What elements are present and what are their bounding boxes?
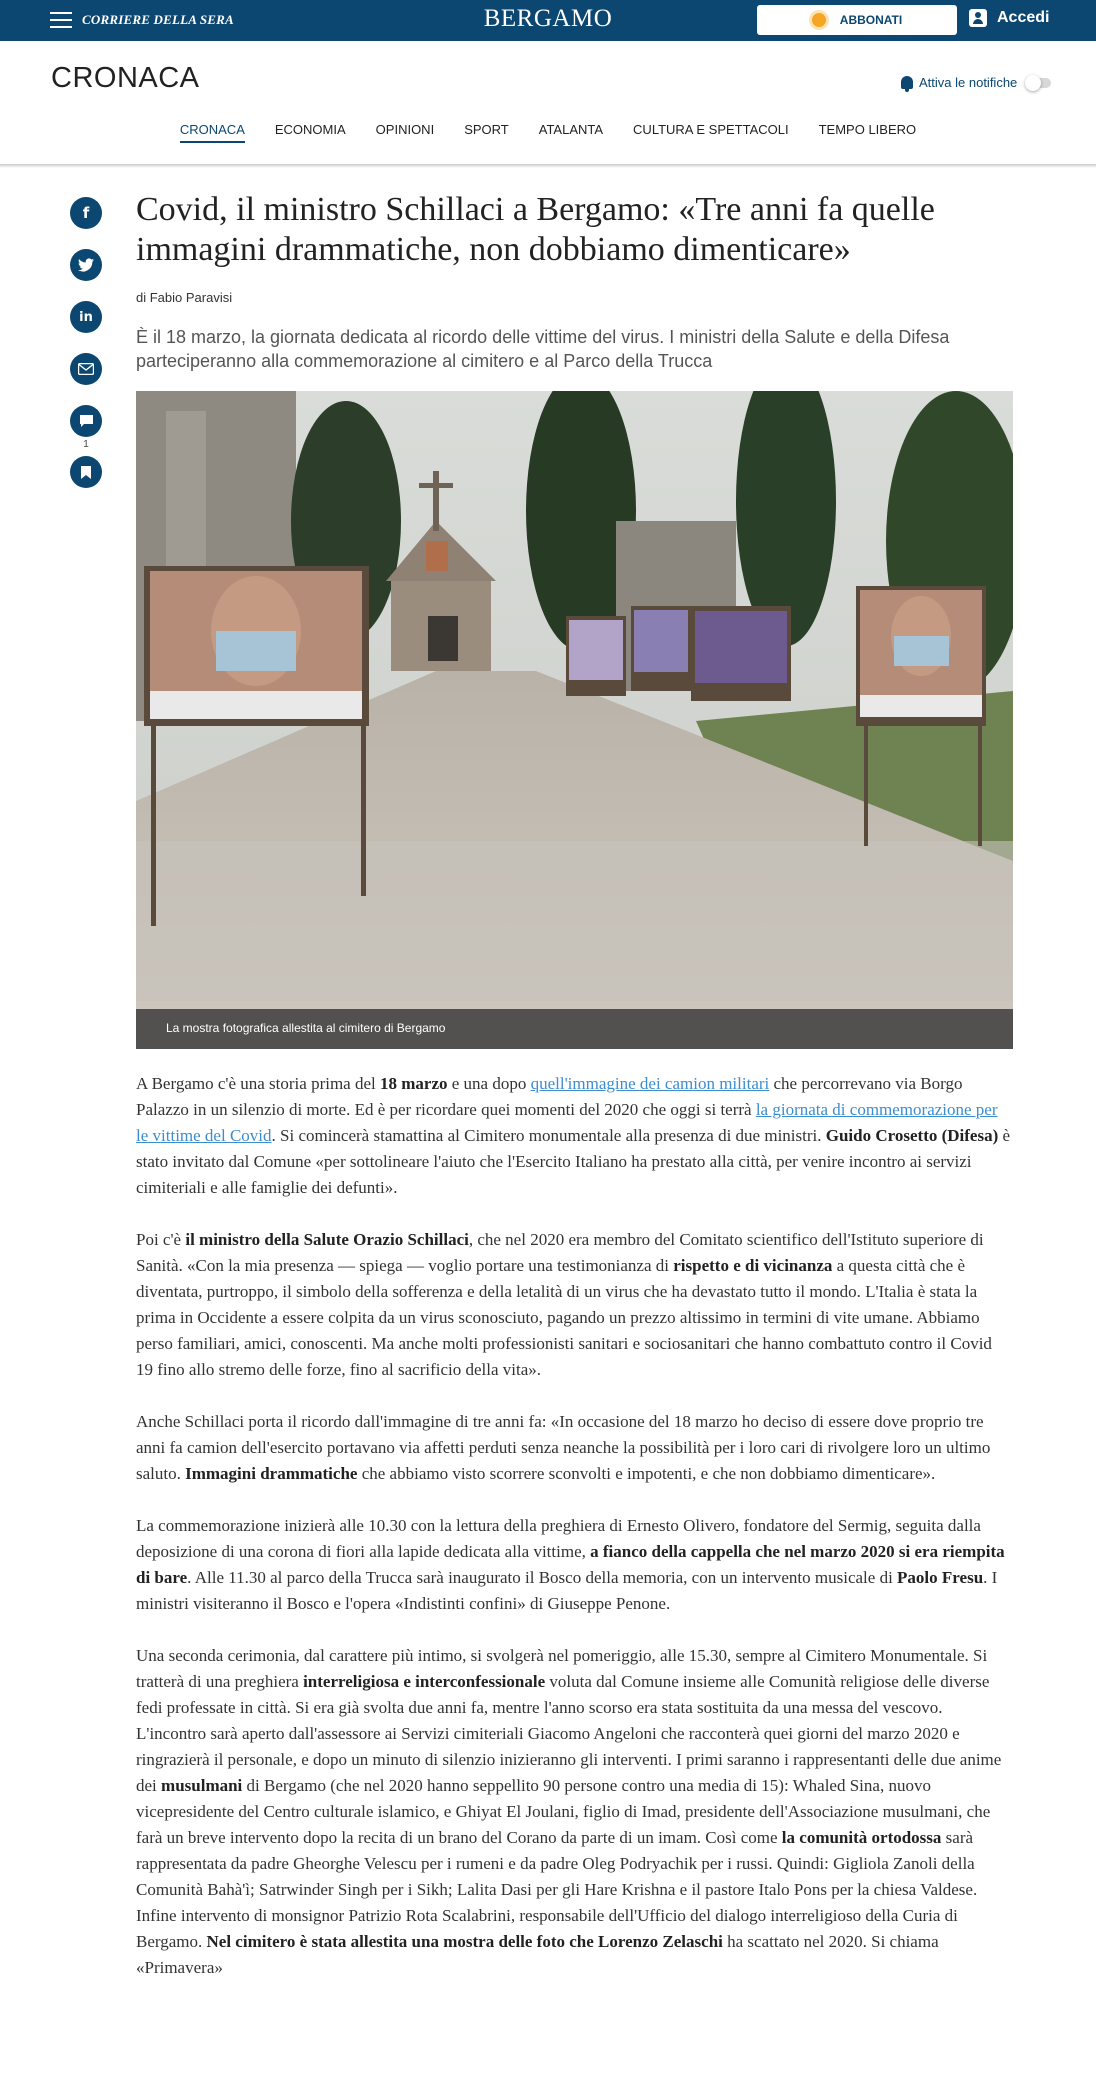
- nav-item-cultura-e-spettacoli[interactable]: CULTURA E SPETTACOLI: [633, 122, 789, 137]
- article-paragraph: La commemorazione inizierà alle 10.30 con la lettura della preghiera di Ernesto Olivero, fondatore del Sermig, seguita dalla deposizione di una corona di fiori alla lapide dedicata alla vittime, a fianco della cappella che nel marzo 2020 si era riempita di bare. Alle 11.30 al parco della Trucca sarà inaugurato il Bosco della memoria, con un intervento musicale di Paolo Fresu. I ministri visiteranno il Bosco e l'opera «Indistinti confini» di Giuseppe Penone.: [136, 1516, 1005, 1613]
- camion-militari-link[interactable]: quell'immagine dei camion militari: [530, 1074, 770, 1093]
- facebook-icon[interactable]: f: [70, 197, 102, 229]
- sun-icon: [812, 13, 826, 27]
- article-headline: Covid, il ministro Schillaci a Bergamo: «Tre anni fa quelle immagini drammatiche, non dobbiamo dimenticare»: [136, 191, 935, 268]
- edition-title: BERGAMO: [483, 5, 613, 32]
- article: [136, 190, 1013, 2007]
- nav-item-sport[interactable]: SPORT: [464, 122, 509, 137]
- article-paragraph: Poi c'è il ministro della Salute Orazio Schillaci, che nel 2020 era membro del Comitato scientifico dell'Istituto superiore di Sanità. «Con la mia presenza — spiega — voglio portare una testimonianza di rispetto e di vicinanza a questa città che è diventata, purtroppo, il simbolo della sofferenza e della letalità di un virus che ha devastato tutto il mondo. L'Italia è stata la prima in Occidente a essere colpita da un virus sconosciuto, pagando un prezzo altissimo in termini di vite umane. Abbiamo perso familiari, amici, conoscenti. Ma anche molti professionisti sanitari e sociosanitari che hanno combattuto contro il Covid 19 fino allo stremo delle forze, fino al sacrificio della vita».: [136, 1230, 992, 1379]
- twitter-icon[interactable]: [70, 249, 102, 281]
- cemetery-photo: [136, 391, 1013, 1049]
- nav-item-atalanta[interactable]: ATALANTA: [538, 122, 604, 137]
- comment-icon[interactable]: [70, 405, 102, 437]
- top-bar: [0, 0, 1096, 41]
- user-icon: [969, 9, 987, 27]
- toggle-switch[interactable]: [1025, 78, 1051, 88]
- nav-item-tempo-libero[interactable]: TEMPO LIBERO: [818, 122, 917, 137]
- article-paragraph: A Bergamo c'è una storia prima del 18 marzo e una dopo quell'immagine dei camion militari che percorrevano via Borgo Palazzo in un silenzio di morte. Ed è per ricordare quei momenti del 2020 che oggi si terrà la giornata di commemorazione per le vittime del Covid. Si comincerà stamattina al Cimitero monumentale alla presenza di due ministri. Guido Crosetto (Difesa) è stato invitato dal Comune «per sottolineare l'aiuto che l'Esercito Italiano ha prestato alla città, per venire incontro ai servizi cimiteriali e alle famiglie dei defunti».: [136, 1074, 1011, 1197]
- section-title[interactable]: CRONACA: [51, 62, 200, 94]
- brand-logo[interactable]: CORRIERE DELLA SERA: [82, 12, 234, 27]
- notifications-toggle[interactable]: [901, 75, 1051, 90]
- article-paragraph: Una seconda cerimonia, dal carattere più intimo, si svolgerà nel pomeriggio, alle 15.30, sempre al Cimitero Monumentale. Si tratterà di una preghiera interreligiosa e interconfessionale voluta dal Comune insieme alle Comunità religiose delle diverse fedi professate in città. Si era già svolta due anni fa, mentre l'anno scorso era stata sostituita da una messa del vescovo. L'incontro sarà aperto dall'assessore ai Servizi cimiteriali Giacomo Angeloni che racconterà quei giorni del marzo 2020 e ringrazierà il personale, e dopo un minuto di silenzio inizieranno gli interventi. I primi saranno i rappresentanti delle due anime dei musulmani di Bergamo (che nel 2020 hanno seppellito 90 persone contro una media di 15): Whaled Sina, nuovo vicepresidente del Centro culturale islamico, e Ghiyat El Joulani, figlio di Imad, presidente dell'Associazione musulmani, che farà un breve intervento dopo la recita di un brano del Corano da parte di un imam. Così come la comunità ortodossa sarà rappresentata da padre Gheorghe Velescu per i rumeni e da padre Oleg Podryachik per i russi. Quindi: Gigliola Zanoli della Comunità Bahà'ì; Satrwinder Singh per i Sikh; Lalita Dasi per gli Hare Krishna e il pastore Italo Pons per la chiesa Valdese. Infine intervento di monsignor Patrizio Rota Scalabrini, responsabile dell'Ufficio del dialogo interreligioso della Curia di Bergamo. Nel cimitero è stata allestita una mostra delle foto che Lorenzo Zelaschi ha scattato nel 2020. Si chiama «Primavera»: [136, 1646, 1002, 1977]
- nav-item-opinioni[interactable]: OPINIONI: [375, 122, 435, 137]
- image-caption: La mostra fotografica allestita al cimitero di Bergamo: [136, 1009, 1013, 1049]
- article-image[interactable]: [136, 391, 1013, 1049]
- nav-item-cronaca[interactable]: CRONACA: [180, 122, 245, 143]
- commemorazione-link[interactable]: la giornata di commemorazione per le vittime del Covid: [136, 1100, 998, 1145]
- article-byline[interactable]: di Fabio Paravisi: [136, 290, 233, 305]
- login-button[interactable]: [969, 9, 1049, 27]
- article-body: [136, 1071, 1013, 1981]
- article-summary: È il 18 marzo, la giornata dedicata al ricordo delle vittime del virus. I ministri della Salute e della Difesa parteciperanno alla commemorazione al cimitero e al Parco della Trucca: [136, 327, 950, 371]
- notifications-label: Attiva le notifiche: [919, 75, 1018, 90]
- linkedin-icon[interactable]: in: [70, 301, 102, 333]
- header-divider: [0, 164, 1096, 168]
- bookmark-icon[interactable]: [70, 456, 102, 488]
- menu-icon[interactable]: [50, 12, 72, 28]
- subscribe-button[interactable]: [757, 5, 957, 35]
- nav-item-economia[interactable]: ECONOMIA: [274, 122, 346, 137]
- social-share-rail: [70, 197, 102, 508]
- subscribe-label: ABBONATI: [839, 13, 903, 27]
- login-label: Accedi: [997, 9, 1050, 26]
- bell-icon: [901, 76, 913, 89]
- mail-icon[interactable]: [70, 353, 102, 385]
- article-paragraph: Anche Schillaci porta il ricordo dall'immagine di tre anni fa: «In occasione del 18 marzo ho deciso di essere dove proprio tre anni fa camion dell'esercito portavano via affetti perduti senza neanche la possibilità per i loro cari di rivolgere loro un ultimo saluto. Immagini drammatiche che abbiamo visto scorrere sconvolti e impotenti, e che non dobbiamo dimenticare».: [136, 1412, 991, 1483]
- comment-count: 1: [83, 439, 89, 450]
- section-nav: [0, 122, 1096, 143]
